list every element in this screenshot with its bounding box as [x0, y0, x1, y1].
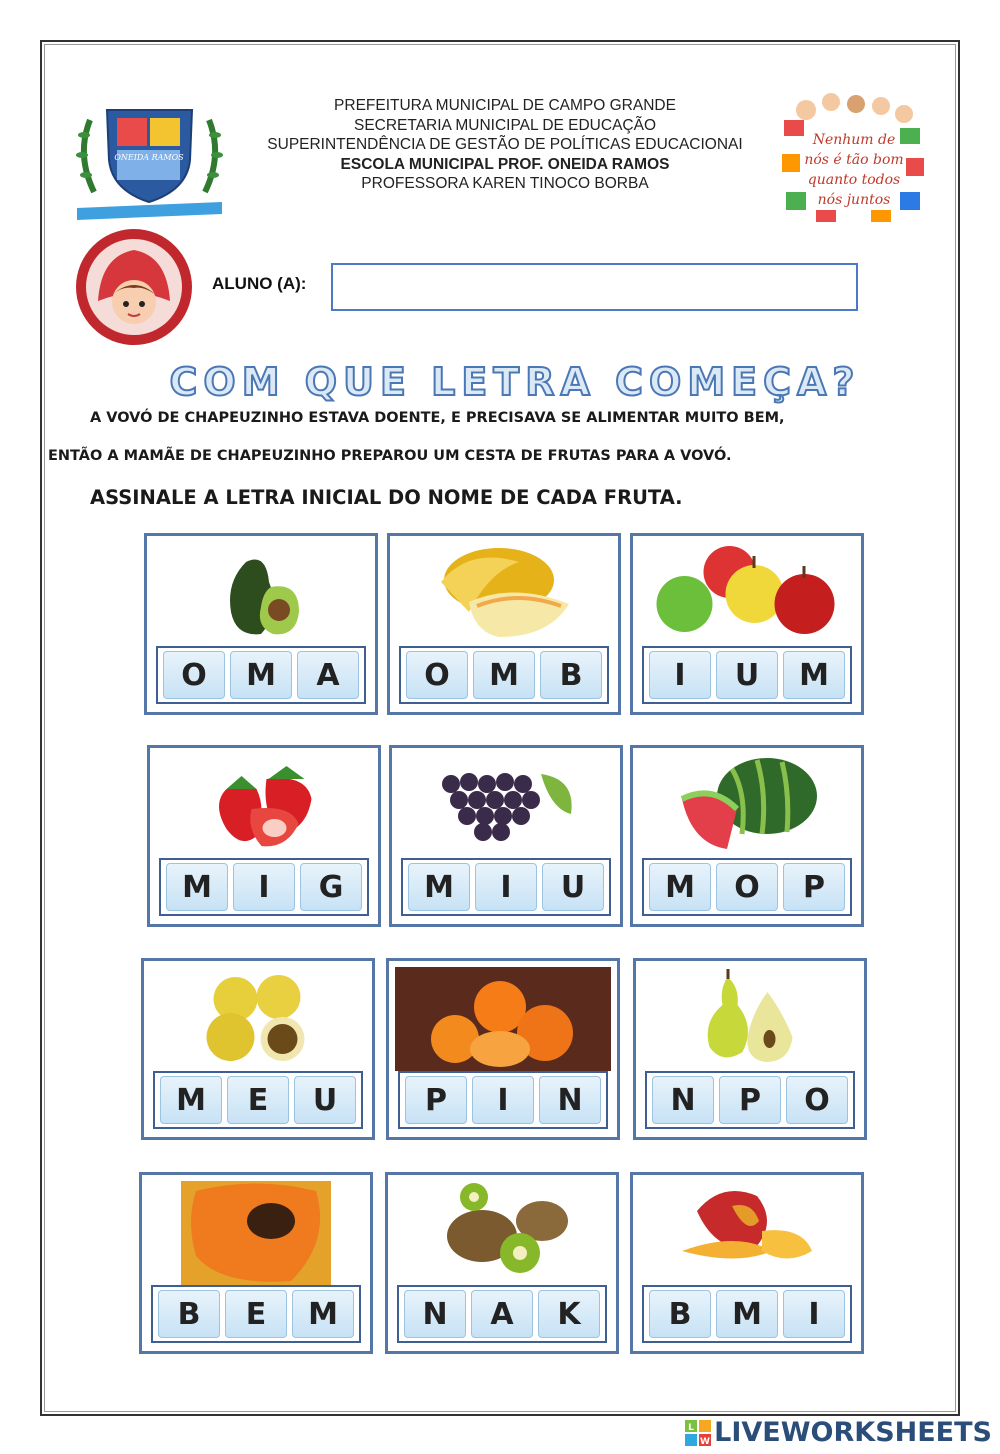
letter-option-button[interactable]: M: [160, 1076, 222, 1124]
letter-options: [642, 1285, 852, 1343]
fruit-card: [389, 745, 623, 927]
letter-option-button[interactable]: O: [163, 651, 225, 699]
letter-option-button[interactable]: I: [783, 1290, 845, 1338]
avocado-image: [211, 542, 311, 647]
letter-option-button[interactable]: P: [405, 1076, 467, 1124]
fruit-card: [630, 745, 864, 927]
story-line: A VOVÓ DE CHAPEUZINHO ESTAVA DOENTE, E PRECISAVA SE ALIMENTAR MUITO BEM,: [90, 410, 785, 426]
letter-option-button[interactable]: G: [300, 863, 362, 911]
letter-option-button[interactable]: I: [475, 863, 537, 911]
fruit-card: [385, 1172, 619, 1354]
letter-option-button[interactable]: O: [786, 1076, 848, 1124]
fruit-card: [630, 1172, 864, 1354]
letter-option-button[interactable]: M: [408, 863, 470, 911]
letter-option-button[interactable]: I: [472, 1076, 534, 1124]
header-line: PREFEITURA MUNICIPAL DE CAMPO GRANDE: [334, 97, 676, 114]
student-label: ALUNO (A):: [212, 274, 307, 293]
letter-options: [153, 1071, 363, 1129]
fruit-card: [386, 958, 620, 1140]
liveworksheets-logo-icon: [685, 1420, 711, 1446]
letter-option-button[interactable]: M: [230, 651, 292, 699]
apples-image: [655, 542, 840, 647]
motto-line: nós é tão bom: [804, 152, 904, 168]
motto-logo: [776, 92, 928, 222]
letter-option-button[interactable]: U: [542, 863, 604, 911]
watermelon-image: [672, 754, 822, 859]
logo-letter: L: [688, 1422, 695, 1433]
fruit-card: [387, 533, 621, 715]
letter-option-button[interactable]: E: [225, 1290, 287, 1338]
teacher-name: PROFESSORA KAREN TINOCO BORBA: [361, 175, 649, 192]
mango-image: [677, 1181, 817, 1276]
letter-option-button[interactable]: B: [158, 1290, 220, 1338]
letter-option-button[interactable]: P: [719, 1076, 781, 1124]
red-riding-hood-avatar: [73, 226, 195, 348]
letter-option-button[interactable]: M: [649, 863, 711, 911]
page-title: COM QUE LETRA COMEÇA?: [169, 360, 861, 404]
motto-line: nós juntos: [817, 192, 891, 208]
letter-option-button[interactable]: O: [716, 863, 778, 911]
passionfruit-image: [201, 967, 316, 1072]
letter-option-button[interactable]: A: [297, 651, 359, 699]
letter-option-button[interactable]: M: [716, 1290, 778, 1338]
letter-option-button[interactable]: I: [649, 651, 711, 699]
letter-option-button[interactable]: N: [539, 1076, 601, 1124]
letter-options: [642, 858, 852, 916]
letter-options: [398, 1071, 608, 1129]
header-line: SECRETARIA MUNICIPAL DE EDUCAÇÃO: [353, 116, 656, 134]
school-header: [230, 96, 780, 194]
fruit-card: [139, 1172, 373, 1354]
school-name: ESCOLA MUNICIPAL PROF. ONEIDA RAMOS: [340, 155, 670, 173]
strawberry-image: [207, 754, 322, 859]
letter-option-button[interactable]: N: [652, 1076, 714, 1124]
letter-option-button[interactable]: A: [471, 1290, 533, 1338]
letter-option-button[interactable]: B: [540, 651, 602, 699]
motto-line: Nenhum de: [812, 132, 896, 148]
letter-options: [645, 1071, 855, 1129]
letter-options: [156, 646, 366, 704]
pear-image: [698, 967, 803, 1072]
story-line: ENTÃO A MAMÃE DE CHAPEUZINHO PREPAROU UM CESTA DE FRUTAS PARA A VOVÓ.: [48, 448, 732, 464]
motto-line: quanto todos: [807, 172, 901, 188]
letter-options: [642, 646, 852, 704]
letter-option-button[interactable]: M: [473, 651, 535, 699]
fruit-card: [141, 958, 375, 1140]
fruit-card: [144, 533, 378, 715]
grapes-image: [431, 754, 581, 859]
fruit-card: [147, 745, 381, 927]
letter-option-button[interactable]: M: [783, 651, 845, 699]
letter-options: [151, 1285, 361, 1343]
letter-options: [159, 858, 369, 916]
letter-option-button[interactable]: U: [716, 651, 778, 699]
letter-option-button[interactable]: U: [294, 1076, 356, 1124]
liveworksheets-name: LIVEWORKSHEETS: [714, 1417, 992, 1448]
letter-option-button[interactable]: M: [166, 863, 228, 911]
letter-option-button[interactable]: P: [783, 863, 845, 911]
tangerine-image: [395, 967, 611, 1076]
student-name-input[interactable]: [331, 263, 858, 311]
letter-options: [397, 1285, 607, 1343]
papaya-image: [181, 1181, 331, 1296]
letter-options: [399, 646, 609, 704]
letter-option-button[interactable]: M: [292, 1290, 354, 1338]
letter-option-button[interactable]: I: [233, 863, 295, 911]
logo-letter: W: [700, 1436, 711, 1446]
letter-option-button[interactable]: N: [404, 1290, 466, 1338]
letter-option-button[interactable]: K: [538, 1290, 600, 1338]
instruction-text: ASSINALE A LETRA INICIAL DO NOME DE CADA FRUTA.: [90, 486, 683, 509]
fruit-card: [633, 958, 867, 1140]
letter-options: [401, 858, 611, 916]
liveworksheets-brand: [685, 1417, 992, 1448]
fruit-card: [630, 533, 864, 715]
melon-image: [429, 542, 579, 647]
letter-option-button[interactable]: B: [649, 1290, 711, 1338]
letter-option-button[interactable]: O: [406, 651, 468, 699]
school-logo: [72, 100, 227, 222]
letter-option-button[interactable]: E: [227, 1076, 289, 1124]
kiwi-image: [432, 1181, 572, 1286]
header-line: SUPERINTENDÊNCIA DE GESTÃO DE POLÍTICAS EDUCACIONAI: [267, 136, 743, 153]
logo-left-text: ONEIDA RAMOS: [114, 153, 184, 162]
